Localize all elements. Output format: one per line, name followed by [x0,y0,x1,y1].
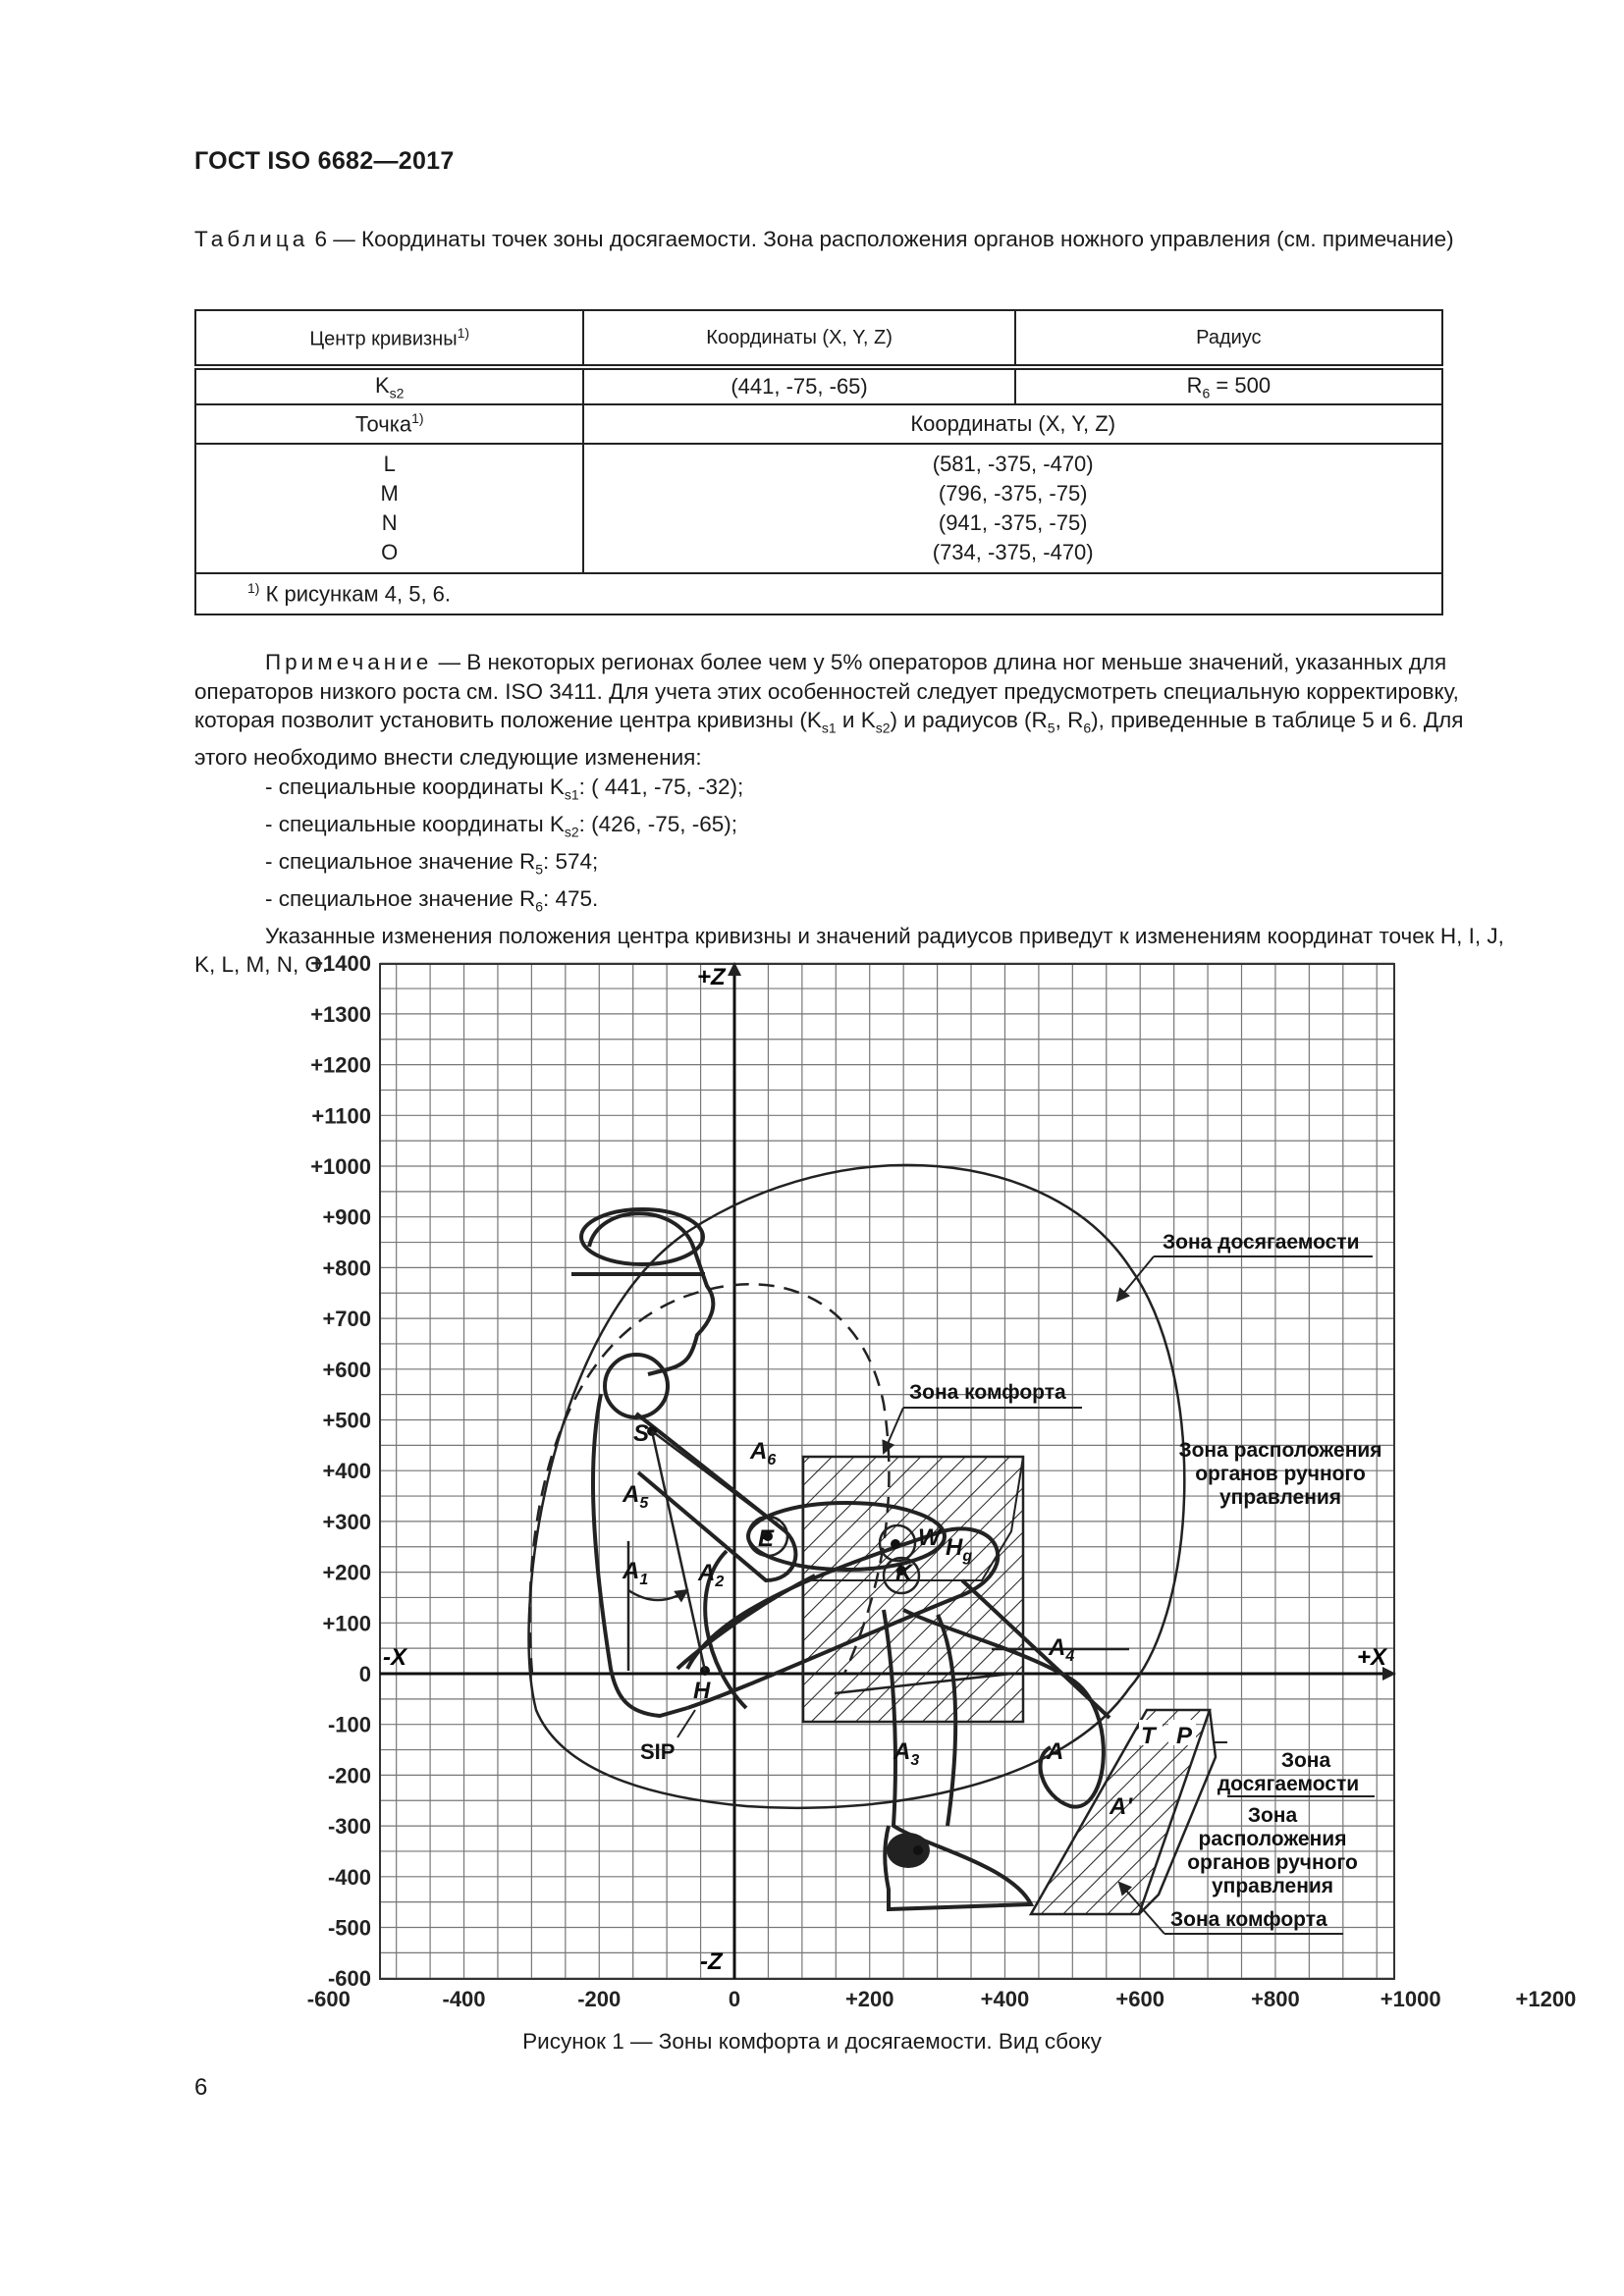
svg-text:управления: управления [1218,1486,1342,1509]
angle-A4-label: $A_4$ [1049,1634,1075,1665]
z-tick-label: +900 [322,1204,371,1230]
point-H-label: H [693,1678,711,1704]
axis-label-pz: +Z [697,964,726,990]
x-tick-label: +400 [980,1987,1030,2011]
point-W-label: W [918,1524,941,1551]
page-number: 6 [194,2074,208,2101]
z-tick-label: -300 [327,1814,371,1840]
header-coords: Координаты (X, Y, Z) [583,310,1014,367]
z-tick-label: +800 [322,1255,371,1281]
header-point-coords: Координаты (X, Y, Z) [583,404,1442,444]
cell-ks2-coords: (441, -75, -65) [583,367,1014,404]
z-tick-label: +1100 [311,1103,371,1129]
label-foot-hand-zone [1187,1804,1358,1897]
cell-radius: $R_6 = 500$ [1015,367,1442,404]
point-P-label: P [1176,1723,1193,1749]
svg-text:Зона: Зона [1280,1749,1331,1772]
document-header: ГОСТ ISO 6682—2017 [194,147,455,175]
z-tick-label: +1200 [310,1052,371,1078]
cell-point-coords: (581, -375, -470) (796, -375, -75) (941, -375, -75) (734, -375, -470) [583,444,1442,573]
svg-text:досягаемости: досягаемости [1217,1773,1360,1795]
note-list-item: - специальные координаты $K_{s2}$: (426, -75, -65); [265,811,737,839]
z-tick-labels [310,951,371,1991]
z-tick-label: -400 [327,1864,371,1890]
z-tick-label: +100 [322,1611,371,1636]
note-paragraph: Указанные изменения положения центра кривизны и значений радиусов приведут к изменениям координат точек H, I, J, K, L, M, N, O. [194,923,1504,977]
point-T-label: T [1141,1723,1156,1749]
label-comfort-zone: Зона комфорта [909,1381,1066,1404]
cell-ks2: $K_{s2}$ [195,367,583,404]
z-tick-label: -100 [327,1712,371,1737]
x-tick-label: +1000 [1380,1987,1441,2011]
angle-A1-label: $A_1$ [623,1558,649,1588]
point-A-prime-label: A' [1110,1793,1133,1820]
angle-A3-label: $A_3$ [893,1738,920,1769]
table-footnote: $^{1)}$ К рисункам 4, 5, 6. [195,573,1442,614]
z-tick-label: +200 [322,1560,371,1585]
x-tick-label: +200 [844,1987,894,2011]
x-tick-label: +1200 [1515,1987,1577,2011]
label-foot-comfort-zone: Зона комфорта [1170,1908,1327,1931]
x-tick-label: -400 [442,1987,486,2011]
x-tick-label: +600 [1115,1987,1164,2011]
svg-text:органов ручного: органов ручного [1195,1463,1366,1485]
cell-point-names: L M N O [195,444,583,573]
point-K-label: K [895,1560,913,1586]
x-tick-label: -600 [306,1987,351,2011]
z-tick-label: 0 [358,1662,371,1686]
angle-A6-label: $A_6$ [750,1438,777,1468]
label-hand-zone [1178,1439,1381,1509]
z-tick-label: +400 [322,1459,371,1484]
angle-A2-label: $A_2$ [698,1560,725,1590]
header-center: Центр кривизны$^{1)}$ [195,310,583,367]
svg-text:Зона: Зона [1247,1804,1298,1827]
z-tick-label: +300 [322,1509,371,1534]
z-tick-label: -500 [327,1915,371,1941]
angle-A5-label: $A_5$ [623,1481,649,1512]
svg-text:управления: управления [1211,1875,1334,1897]
z-tick-label: -600 [327,1966,371,1992]
label-foot-reach-zone [1218,1749,1359,1795]
axis-label-nx: -X [383,1644,406,1671]
z-tick-label: -200 [327,1763,371,1789]
point-Hg-label: $H_g$ [946,1534,973,1565]
z-tick-label: +600 [322,1357,371,1382]
note-list-item: - специальное значение $R_5$: 574; [265,848,599,877]
point-A-label: A [1047,1738,1064,1765]
svg-text:органов ручного: органов ручного [1187,1851,1358,1874]
point-S-label: S [633,1420,650,1447]
z-tick-label: +1000 [310,1154,371,1179]
note-list-item: - специальные координаты $K_{s1}$: ( 441, -75, -32); [265,774,744,802]
point-E-label: E [758,1525,775,1552]
label-reach-zone: Зона досягаемости [1163,1231,1360,1254]
header-point: Точка$^{1)}$ [195,404,583,444]
axis-label-nz: -Z [700,1949,723,1975]
sip-label: SIP [640,1739,676,1764]
axis-label-px: +X [1357,1644,1387,1671]
table-caption-word: Таблица [194,227,309,251]
header-radius: Радиус [1015,310,1442,367]
x-tick-labels [307,1987,1577,2011]
x-tick-label: 0 [728,1987,741,2011]
z-tick-label: +500 [322,1408,371,1433]
svg-text:расположения: расположения [1198,1828,1347,1850]
table-caption-text: 6 — Координаты точек зоны досягаемости. Зона расположения органов ножного управления (см. примечание) [308,227,1454,251]
note-list-item: - специальное значение $R_6$: 475. [265,885,599,914]
z-tick-label: +1400 [310,951,371,977]
z-tick-label: +700 [322,1307,371,1332]
svg-text:Зона расположения: Зона расположения [1178,1439,1382,1462]
figure-caption: Рисунок 1 — Зоны комфорта и досягаемости. Вид сбоку [522,2029,1102,2054]
x-tick-label: -200 [577,1987,622,2011]
z-tick-label: +1300 [310,1001,371,1027]
note-paragraph: Примечание — В некоторых регионах более чем у 5% операторов длина ног меньше значений, указанных для операторов низкого роста см. ISO 3411. Для учета этих особенностей следует предусмотреть специальную корректировку, которая позволит установить положение центра кривизны ($K_{s1}$ и $K_{s2}$) и радиусов ($R_5$, $R_6$), приведенные в таблице 5 и 6. Для этого необходимо внести следующие изменения: [194,650,1464,770]
x-tick-label: +800 [1251,1987,1300,2011]
